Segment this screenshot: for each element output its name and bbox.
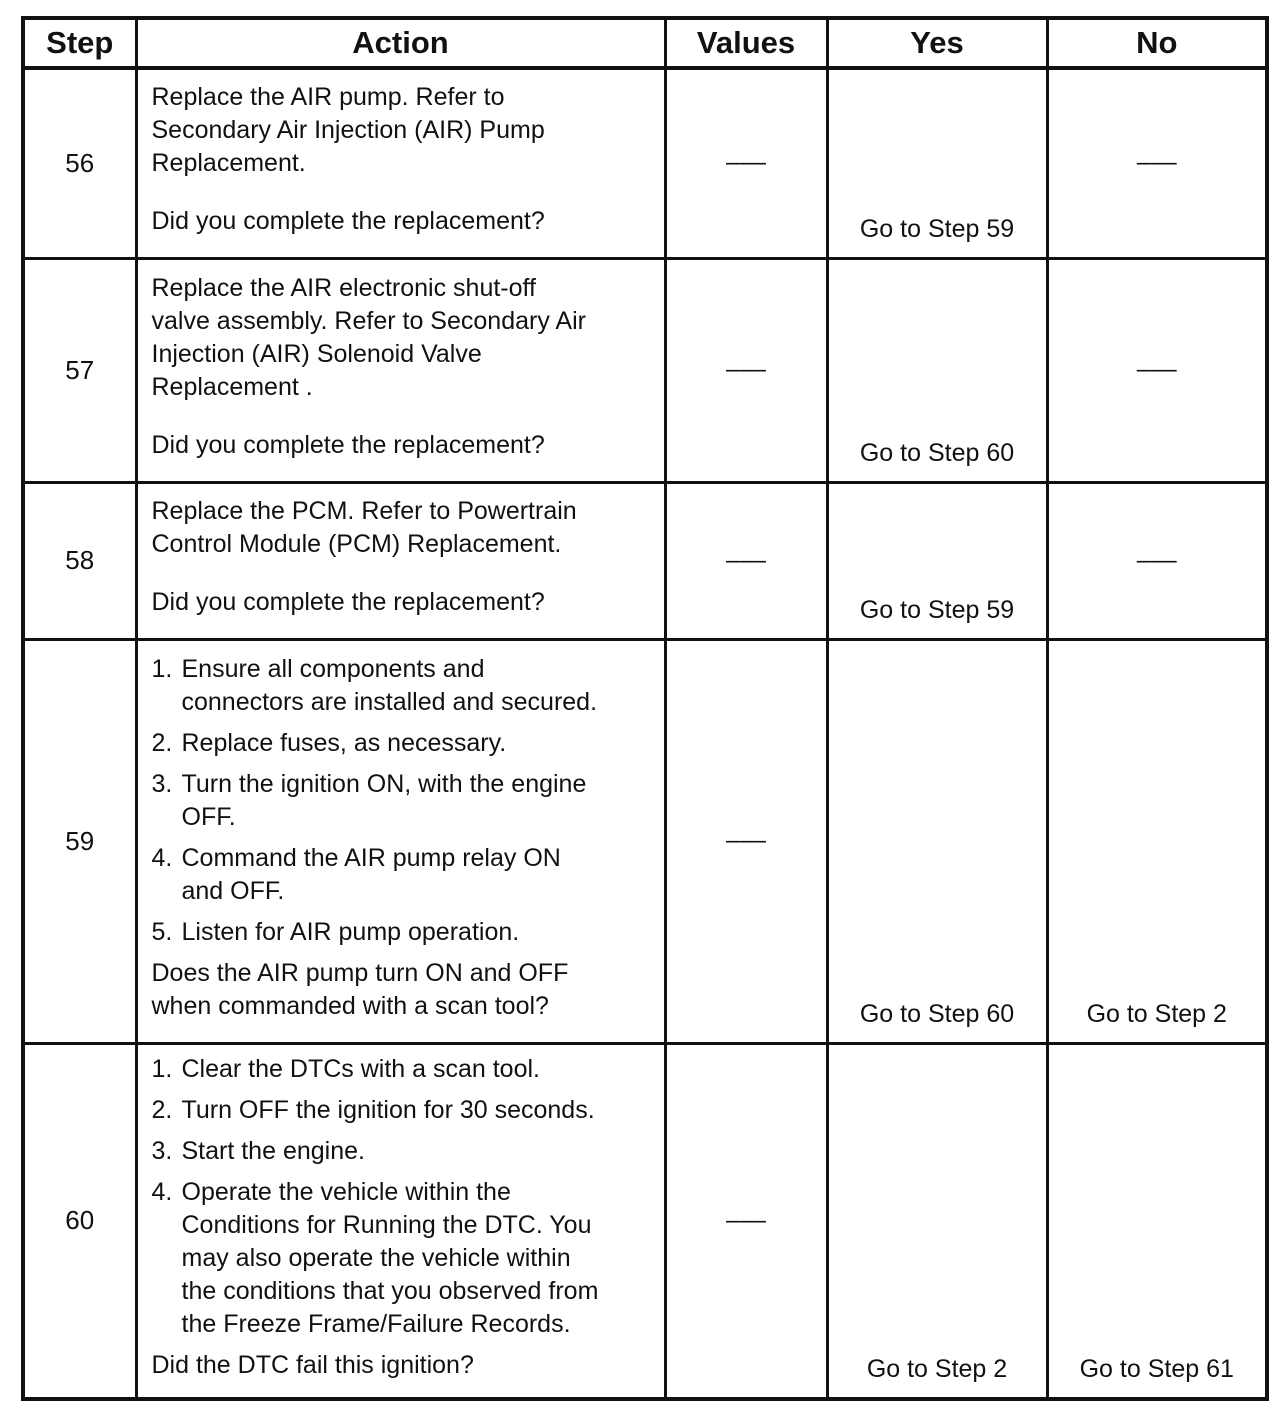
list-item [152,916,654,949]
list-item-line: Turn the ignition ON, with the engine [181,769,587,798]
action-cell [136,639,665,1043]
values-cell: ––– [665,258,827,482]
action-line: Injection (AIR) Solenoid Valve [151,339,482,368]
procedure-list [152,653,654,949]
no-cell [1047,482,1267,639]
header-values: Values [665,18,827,68]
list-item-line: may also operate the vehicle within [181,1243,571,1272]
list-item-line: Command the AIR pump relay ON [181,843,561,872]
action-question: Did you complete the replacement? [151,588,545,616]
header-action: Action [136,18,665,68]
step-number: 59 [23,639,136,1043]
procedure-list [152,1053,654,1341]
action-question: Did the DTC fail this ignition? [151,1350,474,1379]
yes-cell [827,482,1047,639]
yes-link[interactable]: Go to Step 60 [859,438,1015,467]
list-item [152,653,654,719]
action-question: Does the AIR pump turn ON and OFF [151,958,569,987]
header-no: No [1047,18,1267,68]
list-item-number: 4. [151,843,173,872]
action-question: when commanded with a scan tool? [151,991,549,1020]
list-item-line: Turn OFF the ignition for 30 seconds. [181,1095,595,1124]
header-step: Step [23,18,136,68]
list-item-line: Listen for AIR pump operation. [181,917,520,946]
yes-link[interactable]: Go to Step 60 [859,999,1015,1028]
action-cell [136,68,665,258]
list-item-line: connectors are installed and secured. [181,687,598,716]
no-cell [1047,1043,1267,1399]
step-number: 60 [23,1043,136,1399]
list-item [152,842,654,908]
list-item-line: OFF. [181,802,236,831]
step-number: 57 [23,258,136,482]
action-question: Did you complete the replacement? [151,430,545,459]
step-number: 58 [23,482,136,639]
action-question: Did you complete the replacement? [151,207,545,236]
action-cell [136,482,665,639]
no-value: ––– [1136,149,1177,177]
list-item-line: Replace fuses, as necessary. [181,728,507,757]
yes-link[interactable]: Go to Step 59 [859,214,1015,243]
diagnostic-table [21,16,1269,1401]
action-cell [136,258,665,482]
list-item [152,1094,654,1127]
list-item-number: 2. [151,1095,173,1124]
list-item [152,1176,654,1341]
values-cell: ––– [665,482,827,639]
values-cell: ––– [665,639,827,1043]
list-item-number: 5. [151,917,173,946]
list-item-line: and OFF. [181,876,285,905]
list-item-number: 1. [151,654,173,683]
step-number: 56 [23,68,136,258]
list-item [152,768,654,834]
table-row [23,482,1267,639]
action-line: Secondary Air Injection (AIR) Pump [151,116,545,145]
no-cell [1047,258,1267,482]
values-cell: ––– [665,68,827,258]
list-item-line: Operate the vehicle within the [181,1177,511,1206]
no-value: ––– [1136,356,1177,383]
list-item-number: 4. [151,1177,173,1206]
no-cell [1047,68,1267,258]
table-row [23,68,1267,258]
list-item [152,1135,654,1168]
yes-link[interactable]: Go to Step 59 [859,595,1015,624]
list-item-line: Start the engine. [181,1136,365,1165]
action-line: Replace the AIR electronic shut-off [151,273,536,302]
list-item-number: 2. [151,728,173,757]
no-link[interactable]: Go to Step 61 [1079,1355,1234,1383]
list-item-line: the Freeze Frame/Failure Records. [181,1309,571,1338]
action-cell [136,1043,665,1399]
table-row [23,258,1267,482]
yes-cell [827,68,1047,258]
action-line: Replace the PCM. Refer to Powertrain [151,497,577,525]
no-value: ––– [1136,546,1177,574]
values-cell: ––– [665,1043,827,1399]
yes-cell [827,1043,1047,1399]
list-item-line: the conditions that you observed from [181,1276,599,1305]
action-line: Replace the AIR pump. Refer to [151,83,505,112]
yes-cell [827,639,1047,1043]
yes-cell [827,258,1047,482]
list-item-number: 1. [151,1054,173,1083]
header-yes: Yes [827,18,1047,68]
table-row [23,1043,1267,1399]
no-cell [1047,639,1267,1043]
list-item [152,1053,654,1086]
list-item-line: Clear the DTCs with a scan tool. [181,1054,540,1083]
action-line: valve assembly. Refer to Secondary Air [151,306,586,335]
list-item [152,727,654,760]
no-link[interactable]: Go to Step 2 [1086,999,1227,1028]
action-line: Control Module (PCM) Replacement. [151,530,562,558]
list-item-line: Ensure all components and [181,654,485,683]
list-item-number: 3. [151,769,173,798]
list-item-number: 3. [151,1136,173,1165]
action-line: Replacement . [151,372,313,401]
table-row [23,639,1267,1043]
header-row [23,18,1267,68]
action-line: Replacement. [151,149,306,178]
yes-link[interactable]: Go to Step 2 [866,1355,1008,1383]
list-item-line: Conditions for Running the DTC. You [181,1210,592,1239]
